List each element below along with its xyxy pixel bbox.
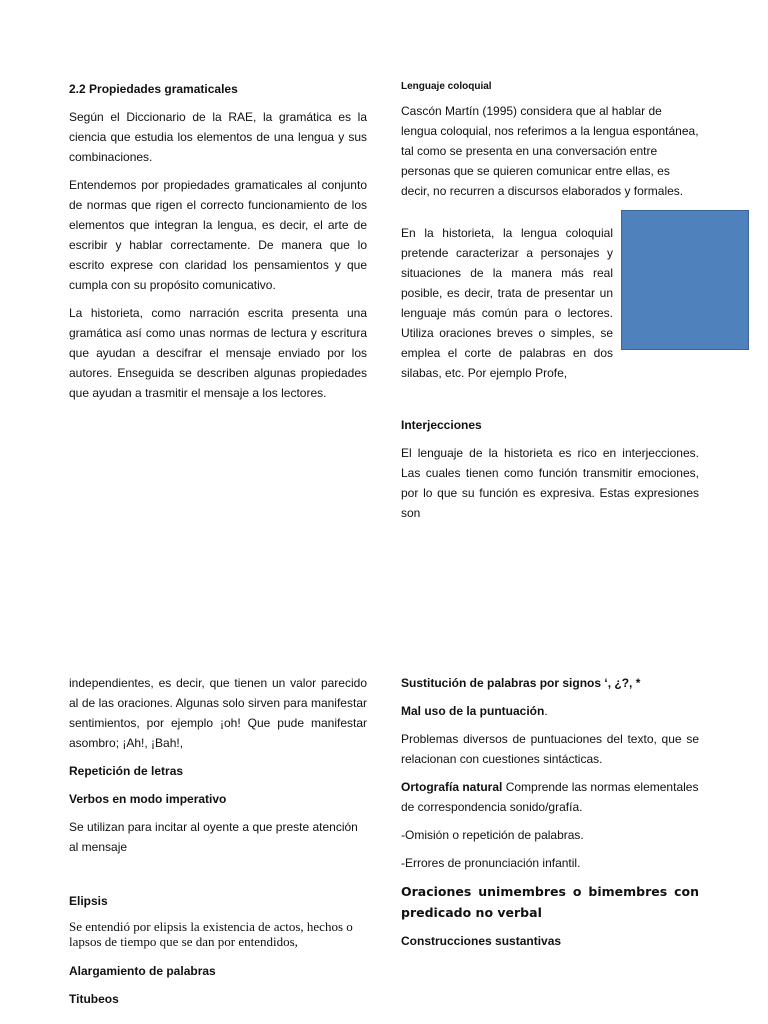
heading-construcciones-sustantivas: Construcciones sustantivas bbox=[401, 934, 562, 948]
heading-titubeos: Titubeos bbox=[69, 992, 119, 1006]
heading-repeticion-letras: Repetición de letras bbox=[69, 764, 184, 778]
paragraph-historieta-gramatica: La historieta, como narración escrita presenta una gramática así como unas normas de lectura y escritura que ayudan a descifrar el mensaje enviado por los autores. Enseguida se describen algunas propiedades que ayudan a trasmitir el mensaje a los lectores. bbox=[69, 306, 367, 400]
paragraph-cascon: Cascón Martín (1995) considera que al hablar de lengua coloquial, nos referimos a la lengua espontánea, tal como se presenta en una conversación entre personas que se quieren comunicar entre ellas, es decir, no recurren a discursos elaborados y formales. bbox=[401, 104, 699, 198]
mal-uso-period: . bbox=[544, 704, 548, 718]
item-omision: -Omisión o repetición de palabras. bbox=[401, 828, 584, 842]
item-errores-pronunciacion: -Errores de pronunciación infantil. bbox=[401, 856, 581, 870]
top-left-column bbox=[69, 79, 367, 411]
paragraph-propiedades: Entendemos por propiedades gramaticales al conjunto de normas que rigen el correcto funcionamiento de los elementos que integran la lengua, es decir, el arte de escribir y hablar correctamente. De manera que lo escrito exprese con claridad los pensamientos y que cumpla con su propósito comunicativo. bbox=[69, 178, 367, 292]
paragraph-imperativo: Se utilizan para incitar al oyente a que preste atención al mensaje bbox=[69, 820, 358, 854]
paragraph-puntuacion: Problemas diversos de puntuaciones del texto, que se relacionan con cuestiones sintácticas. bbox=[401, 732, 699, 766]
paragraph-ortografia-natural bbox=[401, 777, 699, 817]
section-heading-propiedades: 2.2 Propiedades gramaticales bbox=[69, 82, 238, 96]
ortografia-bold: Ortografía natural bbox=[401, 780, 503, 794]
heading-mal-uso-puntuacion bbox=[401, 701, 699, 721]
bottom-left-column bbox=[69, 673, 367, 1017]
section-heading-interjecciones: Interjecciones bbox=[401, 418, 482, 432]
paragraph-rae-definition: Según el Diccionario de la RAE, la gramática es la ciencia que estudia los elementos de una lengua y sus combinaciones. bbox=[69, 110, 367, 164]
paragraph-elipsis: Se entendió por elipsis la existencia de actos, hechos o lapsos de tiempo que se dan por entendidos, bbox=[69, 919, 353, 949]
heading-oraciones-unimembres: Oraciones unimembres o bimembres con predicado no verbal bbox=[401, 884, 699, 920]
heading-elipsis: Elipsis bbox=[69, 894, 108, 908]
blue-image-placeholder bbox=[621, 210, 749, 350]
mal-uso-bold: Mal uso de la puntuación bbox=[401, 704, 545, 718]
heading-sustitucion-signos: Sustitución de palabras por signos ‘, ¿?, * bbox=[401, 676, 641, 690]
section-heading-lenguaje-coloquial: Lenguaje coloquial bbox=[401, 81, 492, 92]
ortografia-rest: Comprende las normas elementales de correspondencia sonido/grafía. bbox=[401, 780, 699, 814]
paragraph-interjecciones: El lenguaje de la historieta es rico en interjecciones. Las cuales tienen como función transmitir emociones, por lo que su función es expresiva. Estas expresiones son bbox=[401, 446, 699, 520]
heading-alargamiento: Alargamiento de palabras bbox=[69, 964, 216, 978]
paragraph-lengua-coloquial: En la historieta, la lengua coloquial pretende caracterizar a personajes y situaciones de la manera más real posible, es decir, trata de presentar un lenguaje más común para o lectores. Utiliza oraciones breves o simples, se emplea el corte de palabras en dos silabas, etc. Por ejemplo Profe, bbox=[401, 226, 613, 380]
heading-verbos-imperativo: Verbos en modo imperativo bbox=[69, 792, 227, 806]
paragraph-independientes: independientes, es decir, que tienen un valor parecido al de las oraciones. Algunas solo sirven para manifestar sentimientos, por ejemplo ¡oh! Que pude manifestar asombro; ¡Ah!, ¡Bah!, bbox=[69, 676, 367, 750]
bottom-right-column bbox=[401, 673, 699, 959]
